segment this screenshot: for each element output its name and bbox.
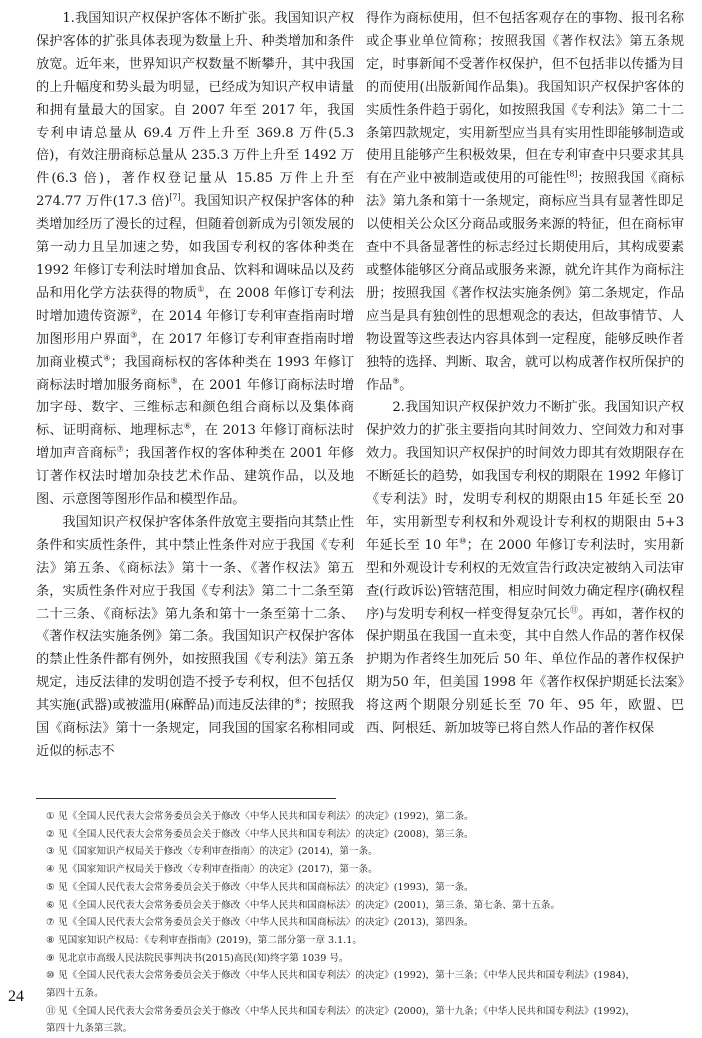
footnote: ⑩ 见《全国人民代表大会常务委员会关于修改〈中华人民共和国专利法〉的决定》(1992)，第十三条；《中华人民共和国专利法》(1984)，: [46, 970, 636, 982]
footnote-ref: ⑨: [392, 376, 400, 386]
footnote-ref: ⑪: [570, 605, 579, 615]
footnote-continuation: 第四十五条。: [46, 988, 104, 1000]
paragraph-conditions-relaxed: 我国知识产权保护客体条件放宽主要指向其禁止性条件和实质性条件，其中禁止性条件对应于我国《专利法》第五条、《商标法》第十一条、《著作权法》第五条，实质性条件对应于我国《专利法》第二十二条至第二十三条、《商标法》第九条和第十一条至第十二条、《著作权法实施条例》第二条。我国知识产权保护客体的禁止性条件都有例外，如按照我国《专利法》第五条规定，违反法律的发明创造不授予专利权，但不包括仅其实施(武器)或被滥用(麻醉品)而违反法律的⑧；按照我国《商标法》第十一条规定，同我国的国家名称相同或近似的标志不: [36, 514, 354, 759]
footnote: ⑥ 见《全国人民代表大会常务委员会关于修改〈中华人民共和国商标法〉的决定》(2001)，第三条、第七条、第十五条。: [46, 899, 560, 911]
footnote: ⑧ 见国家知识产权局：《专利审查指南》(2019)，第二部分第一章 3.1.1。: [46, 934, 362, 946]
footnote-ref: ⑩: [459, 536, 467, 546]
footnote-ref: ⑥: [183, 421, 192, 431]
citation-ref: [7]: [169, 192, 181, 202]
footnote: ④ 见《国家知识产权局关于修改〈专利审查指南〉的决定》(2017)，第一条。: [46, 864, 378, 876]
footnote-divider: [36, 798, 336, 799]
paragraph-protection-effect-expansion: 2.我国知识产权保护效力不断扩张。我国知识产权保护效力的扩张主要指向其时间效力、空间效力和对事效力。我国知识产权保护的时间效力即其有效期限存在不断延长的趋势，如我国专利权的期限在 1992 年修订《专利法》时，发明专利权的期限由15 年延长至 20 年，实用新型专利权和外观设计专利权的期限由 5+3 年延长至 10 年⑩；在 2000 年修订专利法时，实用新型和外观设计专利权的无效宣告行政决定被纳入司法审查(行政诉讼)管辖范围，相应时间效力确定程序(确权程序)与发明专利权一样变得复杂冗长⑪。再如，著作权的保护期虽在我国一直未变，其中自然人作品的著作权保护期为作者终生加死后 50 年、单位作品的著作权保护期为50 年，但美国 1998 年《著作权保护期延长法案》将这两个期限分别延长至 70 年、95 年，欧盟、巴西、阿根廷、新加坡等已将自然人作品的著作权保: [366, 400, 685, 737]
footnote: ⑨ 见北京市高级人民法院民事判决书(2015)高民(知)终字第 1039 号。: [46, 952, 349, 964]
footnote: ⑦ 见《全国人民代表大会常务委员会关于修改〈中华人民共和国商标法〉的决定》(2013)，第四条。: [46, 917, 474, 929]
right-column: [366, 8, 684, 741]
footnote: ③ 见《国家知识产权局关于修改〈专利审查指南〉的决定》(2014)，第一条。: [46, 846, 378, 858]
footnote: ⑤ 见《全国人民代表大会常务委员会关于修改〈中华人民共和国商标法〉的决定》(1993)，第一条。: [46, 881, 474, 893]
footnote-ref: ⑦: [116, 444, 125, 454]
footnote: ② 见《全国人民代表大会常务委员会关于修改〈中华人民共和国专利法〉的决定》(2008)，第三条。: [46, 828, 474, 840]
footnote-ref: ①: [197, 284, 205, 294]
footnote: ⑪ 见《全国人民代表大会常务委员会关于修改〈中华人民共和国专利法〉的决定》(2000)，第十九条；《中华人民共和国专利法》(1992)，: [46, 1005, 636, 1017]
footnote-ref: ③: [130, 330, 138, 340]
page-number: 24: [8, 988, 24, 1005]
citation-ref: [8]: [566, 169, 578, 179]
footnote-continuation: 第四十九条第三款。: [46, 1023, 133, 1035]
left-column: [36, 8, 354, 764]
footnotes: [46, 808, 666, 1038]
paragraph-protection-object-expansion: 1.我国知识产权保护客体不断扩张。我国知识产权保护客体的扩张具体表现为数量上升、种类增加和条件放宽。近年来，世界知识产权数量不断攀升，其中我国的上升幅度和势头最为明显，已经成为知识产权申请量和拥有量最大的国家。自 2007 年至 2017 年，我国专利申请总量从 69.4 万件上升至 369.8 万件(5.3 倍)，有效注册商标总量从 235.3 万件上升至 1492 万件(6.3 倍)，著作权登记量从 15.85 万件上升至 274.77 万件(17.3 倍)[7]。我国知识产权保护客体的种类增加经历了漫长的过程，但随着创新成为引领发展的第一动力且呈加速之势，如我国专利权的客体种类在 1992 年修订专利法时增加食品、饮料和调味品以及药品和用化学方法获得的物质①，在 2008 年修订专利法时增加遗传资源②，在 2014 年修订专利审查指南时增加图形用户界面③，在 2017 年修订专利审查指南时增加商业模式④；我国商标权的客体种类在 1993 年修订商标法时增加服务商标⑤，在 2001 年修订商标法时增加字母、数字、三维标志和颜色组合商标以及集体商标、证明商标、地理标志⑥，在 2013 年修订商标法时增加声音商标⑦；我国著作权的客体种类在 2001 年修订著作权法时增加杂技艺术作品、建筑作品，以及地图、示意图等图形作品和模型作品。: [36, 11, 355, 508]
paragraph-continued: 得作为商标使用，但不包括客观存在的事物、报刊名称或企事业单位简称；按照我国《著作权法》第五条规定，时事新闻不受著作权保护，但不包括非以传播为目的而使用(出版新闻作品集)。我国知识产权保护客体的实质性条件趋于弱化，如按照我国《专利法》第二十二条第四款规定，实用新型应当具有实用性即能够制造或使用且能够产生积极效果，但在专利审查中只要求其具有在产业中被制造或使用的可能性[8]；按照我国《商标法》第九条和第十一条规定，商标应当具有显著性即足以使相关公众区分商品或服务来源的特征，但在商标审查中不具备显著性的标志经过长期使用后，其构成要素或整体能够区分商品或服务来源，就允许其作为商标注册；按照我国《著作权法实施条例》第二条规定，作品应当是具有独创性的思想观念的表达，但故事情节、人物设置等这些表达内容具体到一定程度，能够反映作者独特的选择、判断、取舍，就可以构成著作权所保护的作品⑨。: [366, 11, 685, 393]
footnote-ref: ④: [103, 353, 111, 363]
footnote: ① 见《全国人民代表大会常务委员会关于修改〈中华人民共和国专利法〉的决定》(1992)，第二条。: [46, 811, 474, 822]
footnote-ref: ⑧: [294, 696, 302, 706]
footnote-ref: ②: [130, 307, 138, 317]
footnote-ref: ⑤: [170, 376, 178, 386]
